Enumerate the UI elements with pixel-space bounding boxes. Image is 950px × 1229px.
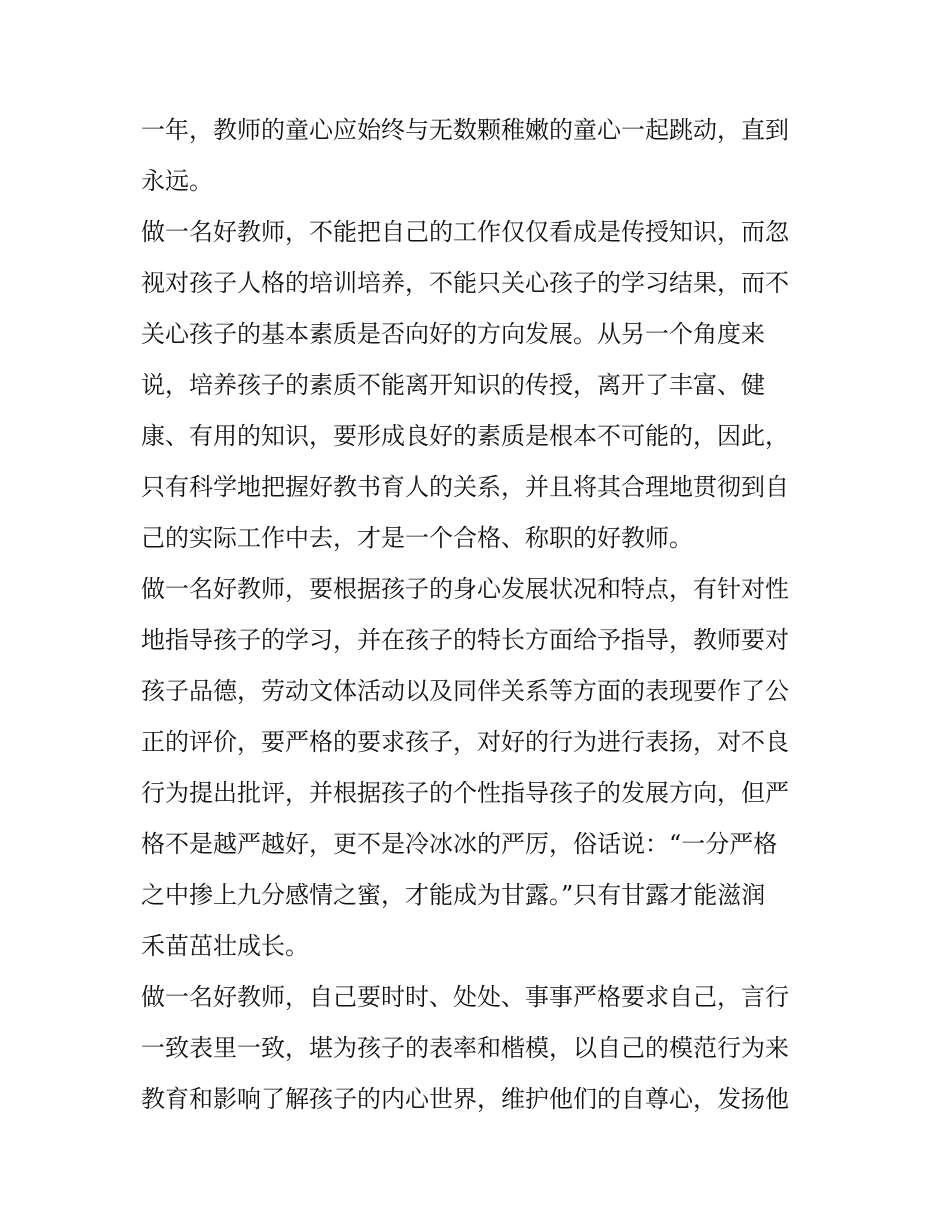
text-line: 禾苗茁壮成长。 <box>141 932 309 960</box>
text-line: 己的实际工作中去，才是一个合格、称职的好教师。 <box>141 524 693 552</box>
text-line: 行为提出批评，并根据孩子的个性指导孩子的发展方向，但严 <box>141 779 789 807</box>
text-line: 教育和影响了解孩子的内心世界，维护他们的自尊心，发扬他 <box>141 1085 789 1113</box>
text-line: 永远。 <box>141 167 213 195</box>
text-line: 孩子品德，劳动文体活动以及同伴关系等方面的表现要作了公 <box>141 677 789 705</box>
text-line: 说，培养孩子的素质不能离开知识的传授，离开了丰富、健 <box>141 371 765 399</box>
text-line: 只有科学地把握好教书育人的关系，并且将其合理地贯彻到自 <box>141 473 789 501</box>
text-line: 做一名好教师，自己要时时、处处、事事严格要求自己，言行 <box>141 983 789 1011</box>
text-line: 之中掺上九分感情之蜜，才能成为甘露。”只有甘露才能滋润 <box>141 881 766 909</box>
text-line: 正的评价，要严格的要求孩子，对好的行为进行表扬，对不良 <box>141 728 789 756</box>
text-line: 视对孩子人格的培训培养，不能只关心孩子的学习结果，而不 <box>141 269 789 297</box>
text-line: 做一名好教师，不能把自己的工作仅仅看成是传授知识，而忽 <box>141 218 789 246</box>
paragraph-4 <box>141 975 813 1128</box>
text-line: 康、有用的知识，要形成良好的素质是根本不可能的，因此， <box>141 422 789 450</box>
paragraph-1 <box>141 108 813 210</box>
text-line: 关心孩子的基本素质是否向好的方向发展。从另一个角度来 <box>141 320 765 348</box>
paragraph-3 <box>141 567 813 975</box>
text-line: 一年，教师的童心应始终与无数颗稚嫩的童心一起跳动，直到 <box>141 116 789 144</box>
text-line: 做一名好教师，要根据孩子的身心发展状况和特点，有针对性 <box>141 575 789 603</box>
paragraph-2 <box>141 210 813 567</box>
document-body <box>141 108 813 1128</box>
text-line: 一致表里一致，堪为孩子的表率和楷模，以自己的模范行为来 <box>141 1034 789 1062</box>
text-line: 格不是越严越好，更不是冷冰冰的严厉，俗话说：“一分严格 <box>141 830 778 858</box>
text-line: 地指导孩子的学习，并在孩子的特长方面给予指导，教师要对 <box>141 626 789 654</box>
